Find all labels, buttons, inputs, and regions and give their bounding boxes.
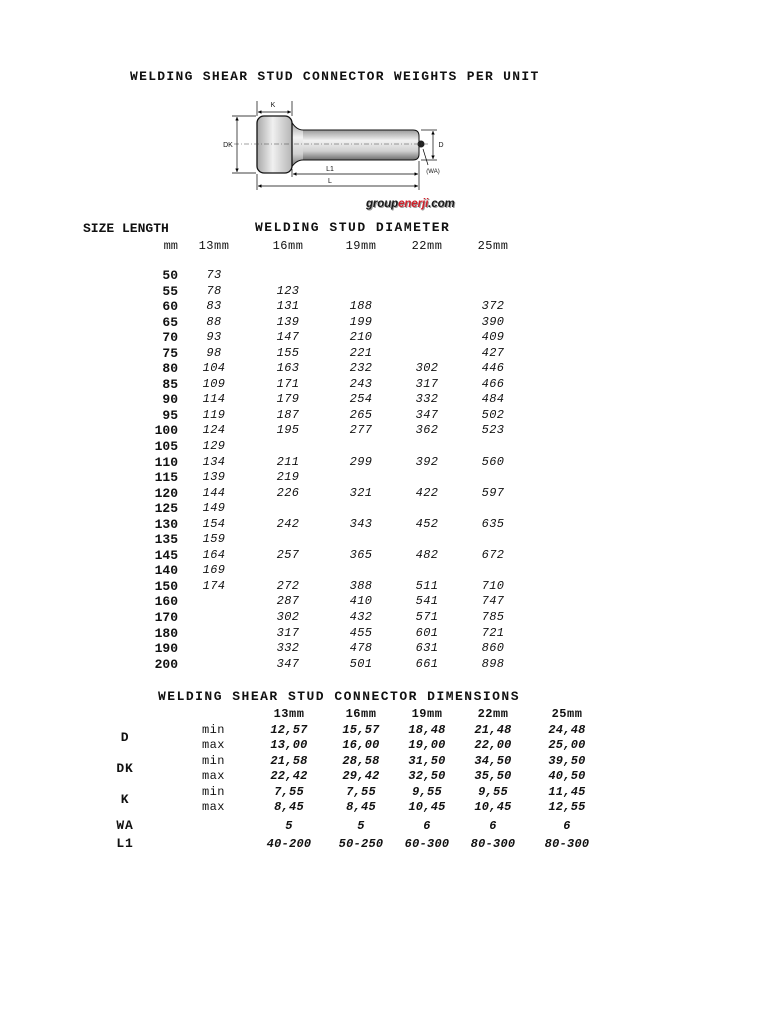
length-cell: 145 — [154, 547, 178, 563]
dimension-value: 28,58 — [342, 754, 380, 768]
weight-cell: 93 — [206, 330, 222, 345]
weight-cell: 195 — [276, 423, 300, 438]
weight-cell: 482 — [415, 547, 439, 562]
length-cell: 120 — [154, 485, 178, 501]
label-l: L — [328, 178, 332, 185]
weight-row — [0, 439, 768, 455]
length-cell: 70 — [162, 330, 178, 346]
min-label: min — [202, 754, 225, 768]
weight-cell: 287 — [276, 594, 300, 609]
column-header: 19mm — [345, 239, 377, 253]
weight-row — [0, 626, 768, 642]
dimension-value: 10,45 — [474, 800, 512, 814]
weight-cell: 124 — [202, 423, 226, 438]
weight-cell: 501 — [349, 656, 373, 671]
weight-cell: 163 — [276, 361, 300, 376]
weight-cell: 747 — [481, 594, 505, 609]
weight-cell: 332 — [276, 641, 300, 656]
dimension-single-row — [0, 836, 768, 852]
logo-part-com: .com — [428, 198, 455, 210]
weight-row — [0, 517, 768, 533]
weights-table-body — [0, 268, 768, 672]
weight-row — [0, 657, 768, 673]
length-cell: 100 — [154, 423, 178, 439]
column-header: 16mm — [272, 239, 304, 253]
dimension-value: 50-250 — [338, 837, 384, 851]
weight-row — [0, 610, 768, 626]
weight-cell: 347 — [415, 407, 439, 422]
dimension-max-row — [0, 799, 768, 815]
weight-cell: 199 — [349, 314, 373, 329]
weight-row — [0, 268, 768, 284]
dimensions-title: WELDING SHEAR STUD CONNECTOR DIMENSIONS — [158, 689, 520, 704]
dimension-value: 21,58 — [270, 754, 308, 768]
label-d: D — [438, 142, 444, 149]
dimension-value: 80-300 — [544, 837, 590, 851]
column-header: 25mm — [551, 707, 583, 721]
weight-cell: 83 — [206, 299, 222, 314]
weight-cell: 484 — [481, 392, 505, 407]
stud-shaft — [300, 130, 419, 160]
weight-cell: 597 — [481, 485, 505, 500]
weight-cell: 898 — [481, 656, 505, 671]
weight-cell: 242 — [276, 516, 300, 531]
min-label: min — [202, 785, 225, 799]
weight-cell: 243 — [349, 376, 373, 391]
weight-cell: 232 — [349, 361, 373, 376]
weight-cell: 73 — [206, 268, 222, 282]
weight-cell: 541 — [415, 594, 439, 609]
column-header: 16mm — [345, 707, 377, 721]
weight-cell: 661 — [415, 656, 439, 671]
weight-cell: 390 — [481, 314, 505, 329]
dimension-single-row — [0, 818, 768, 834]
weight-cell: 88 — [206, 314, 222, 329]
weight-cell: 131 — [276, 299, 300, 314]
weight-cell: 710 — [481, 578, 505, 593]
column-header: 25mm — [477, 239, 509, 253]
dimension-value: 80-300 — [470, 837, 516, 851]
weight-row — [0, 563, 768, 579]
dimension-min-row — [0, 753, 768, 769]
dimension-value: 6 — [423, 819, 431, 833]
weight-cell: 409 — [481, 330, 505, 345]
label-dk: DK — [223, 142, 233, 149]
weight-cell: 265 — [349, 407, 373, 422]
weight-cell: 114 — [202, 392, 226, 407]
dimension-value: 12,57 — [270, 723, 308, 737]
logo-part-group: group — [366, 198, 399, 210]
weight-cell: 129 — [202, 439, 226, 454]
column-header: 22mm — [477, 707, 509, 721]
weight-cell: 155 — [276, 345, 300, 360]
weight-cell: 210 — [349, 330, 373, 345]
dimension-label: DK — [116, 761, 134, 776]
length-cell: 60 — [162, 299, 178, 315]
dimension-value: 35,50 — [474, 769, 512, 783]
dimension-value: 25,00 — [548, 738, 586, 752]
weight-cell: 149 — [202, 501, 226, 516]
weight-cell: 272 — [276, 578, 300, 593]
column-header: 13mm — [273, 707, 305, 721]
weight-cell: 571 — [415, 610, 439, 625]
dimension-value: 60-300 — [404, 837, 450, 851]
dimension-value: 7,55 — [346, 785, 376, 799]
weights-header-row — [0, 238, 768, 254]
weight-cell: 410 — [349, 594, 373, 609]
weight-row — [0, 594, 768, 610]
weight-row — [0, 455, 768, 471]
max-label: max — [202, 738, 225, 752]
weight-row — [0, 408, 768, 424]
dimension-value: 8,45 — [346, 800, 376, 814]
length-cell: 160 — [154, 594, 178, 610]
weight-cell: 422 — [415, 485, 439, 500]
label-k: K — [270, 102, 276, 109]
weight-row — [0, 423, 768, 439]
dimension-value: 16,00 — [342, 738, 380, 752]
weight-cell: 343 — [349, 516, 373, 531]
dimension-value: 34,50 — [474, 754, 512, 768]
weight-cell: 299 — [349, 454, 373, 469]
weight-cell: 254 — [349, 392, 373, 407]
weight-cell: 635 — [481, 516, 505, 531]
weight-cell: 372 — [481, 299, 505, 314]
dimension-value: 19,00 — [408, 738, 446, 752]
dimension-value: 39,50 — [548, 754, 586, 768]
weight-cell: 452 — [415, 516, 439, 531]
weight-cell: 174 — [202, 578, 226, 593]
dimension-value: 40,50 — [548, 769, 586, 783]
weight-row — [0, 330, 768, 346]
weight-cell: 119 — [202, 407, 226, 422]
weight-row — [0, 486, 768, 502]
length-cell: 140 — [154, 563, 178, 579]
weight-cell: 511 — [415, 578, 439, 593]
dimension-value: 7,55 — [274, 785, 304, 799]
dimension-value: 5 — [357, 819, 365, 833]
weight-row — [0, 641, 768, 657]
dimension-value: 6 — [563, 819, 571, 833]
weight-cell: 560 — [481, 454, 505, 469]
weight-cell: 432 — [349, 610, 373, 625]
weight-cell: 388 — [349, 578, 373, 593]
weight-row — [0, 579, 768, 595]
stud-diameter-heading: WELDING STUD DIAMETER — [255, 220, 451, 235]
length-cell: 110 — [154, 454, 178, 470]
weight-row — [0, 284, 768, 300]
page-title: WELDING SHEAR STUD CONNECTOR WEIGHTS PER UNIT — [130, 69, 540, 84]
dimension-value: 6 — [489, 819, 497, 833]
unit-header: mm — [163, 239, 178, 253]
column-header: 19mm — [411, 707, 443, 721]
length-cell: 130 — [154, 516, 178, 532]
weight-cell: 860 — [481, 641, 505, 656]
weight-cell: 188 — [349, 299, 373, 314]
length-cell: 80 — [162, 361, 178, 377]
length-cell: 115 — [154, 470, 178, 486]
weight-cell: 362 — [415, 423, 439, 438]
dimension-value: 22,00 — [474, 738, 512, 752]
weight-cell: 159 — [202, 532, 226, 547]
weight-cell: 169 — [202, 563, 226, 578]
weight-cell: 721 — [481, 625, 505, 640]
weight-cell: 139 — [276, 314, 300, 329]
length-cell: 50 — [162, 268, 178, 283]
weight-cell: 144 — [202, 485, 226, 500]
weight-row — [0, 470, 768, 486]
length-cell: 65 — [162, 314, 178, 330]
weight-cell: 466 — [481, 376, 505, 391]
weight-row — [0, 377, 768, 393]
weight-cell: 187 — [276, 407, 300, 422]
weight-cell: 109 — [202, 376, 226, 391]
length-cell: 190 — [154, 641, 178, 657]
length-cell: 125 — [154, 501, 178, 517]
dimension-value: 15,57 — [342, 723, 380, 737]
weight-cell: 104 — [202, 361, 226, 376]
max-label: max — [202, 769, 225, 783]
dimension-value: 40-200 — [266, 837, 312, 851]
size-length-heading: SIZE LENGTH — [83, 221, 169, 236]
length-cell: 55 — [162, 283, 178, 299]
groupenerji-logo — [366, 198, 455, 210]
weight-row — [0, 548, 768, 564]
weight-cell: 672 — [481, 547, 505, 562]
dimension-min-row — [0, 784, 768, 800]
weight-cell: 347 — [276, 656, 300, 671]
dimension-value: 31,50 — [408, 754, 446, 768]
dimension-value: 10,45 — [408, 800, 446, 814]
dimension-value: 32,50 — [408, 769, 446, 783]
dimension-value: 12,55 — [548, 800, 586, 814]
length-cell: 75 — [162, 345, 178, 361]
weight-cell: 321 — [349, 485, 373, 500]
length-cell: 95 — [162, 407, 178, 423]
weight-cell: 221 — [349, 345, 373, 360]
weight-cell: 523 — [481, 423, 505, 438]
dimension-max-row — [0, 737, 768, 753]
weight-row — [0, 361, 768, 377]
weight-cell: 226 — [276, 485, 300, 500]
dimension-label: L1 — [116, 836, 134, 851]
weight-cell: 317 — [276, 625, 300, 640]
label-l1: L1 — [326, 166, 334, 173]
weight-cell: 601 — [415, 625, 439, 640]
dimension-label: D — [120, 730, 130, 745]
length-cell: 105 — [154, 439, 178, 455]
weight-cell: 631 — [415, 641, 439, 656]
length-cell: 90 — [162, 392, 178, 408]
weight-cell: 164 — [202, 547, 226, 562]
weight-cell: 277 — [349, 423, 373, 438]
weight-row — [0, 346, 768, 362]
weight-cell: 211 — [276, 454, 300, 469]
weight-cell: 455 — [349, 625, 373, 640]
weight-cell: 785 — [481, 610, 505, 625]
weight-cell: 78 — [206, 283, 222, 298]
dimension-value: 18,48 — [408, 723, 446, 737]
weight-row — [0, 315, 768, 331]
dimension-value: 11,45 — [548, 785, 586, 799]
dimension-value: 8,45 — [274, 800, 304, 814]
dimension-min-row — [0, 722, 768, 738]
weight-row — [0, 299, 768, 315]
weight-cell: 317 — [415, 376, 439, 391]
weight-cell: 446 — [481, 361, 505, 376]
weight-row — [0, 392, 768, 408]
label-wa: (WA) — [426, 169, 440, 175]
weight-cell: 123 — [276, 283, 300, 298]
max-label: max — [202, 800, 225, 814]
dimension-value: 5 — [285, 819, 293, 833]
dimension-value: 13,00 — [270, 738, 308, 752]
weight-cell: 427 — [481, 345, 505, 360]
dimension-value: 21,48 — [474, 723, 512, 737]
weight-cell: 502 — [481, 407, 505, 422]
logo-part-enerji: enerji — [398, 198, 429, 210]
weight-cell: 171 — [276, 376, 300, 391]
dimension-label: WA — [116, 818, 134, 833]
length-cell: 170 — [154, 610, 178, 626]
weight-cell: 147 — [276, 330, 300, 345]
dimension-value: 29,42 — [342, 769, 380, 783]
length-cell: 150 — [154, 578, 178, 594]
dimension-value: 9,55 — [478, 785, 508, 799]
weight-cell: 134 — [202, 454, 226, 469]
length-cell: 180 — [154, 625, 178, 641]
dimensions-header-row — [0, 706, 768, 722]
weight-cell: 478 — [349, 641, 373, 656]
dimension-value: 24,48 — [548, 723, 586, 737]
weight-cell: 154 — [202, 516, 226, 531]
weight-cell: 365 — [349, 547, 373, 562]
weight-cell: 219 — [276, 470, 300, 485]
weight-row — [0, 501, 768, 517]
dimension-max-row — [0, 768, 768, 784]
weight-row — [0, 532, 768, 548]
length-cell: 135 — [154, 532, 178, 548]
weight-cell: 302 — [276, 610, 300, 625]
dimension-label: K — [120, 792, 130, 807]
min-label: min — [202, 723, 225, 737]
weight-cell: 257 — [276, 547, 300, 562]
length-cell: 200 — [154, 656, 178, 672]
column-header: 22mm — [411, 239, 443, 253]
dimension-value: 9,55 — [412, 785, 442, 799]
weight-cell: 392 — [415, 454, 439, 469]
weight-cell: 332 — [415, 392, 439, 407]
weight-cell: 139 — [202, 470, 226, 485]
stud-diagram — [210, 95, 475, 195]
weight-cell: 98 — [206, 345, 222, 360]
length-cell: 85 — [162, 376, 178, 392]
dimension-value: 22,42 — [270, 769, 308, 783]
stud-head — [257, 116, 292, 173]
column-header: 13mm — [198, 239, 230, 253]
weight-cell: 179 — [276, 392, 300, 407]
weight-cell: 302 — [415, 361, 439, 376]
